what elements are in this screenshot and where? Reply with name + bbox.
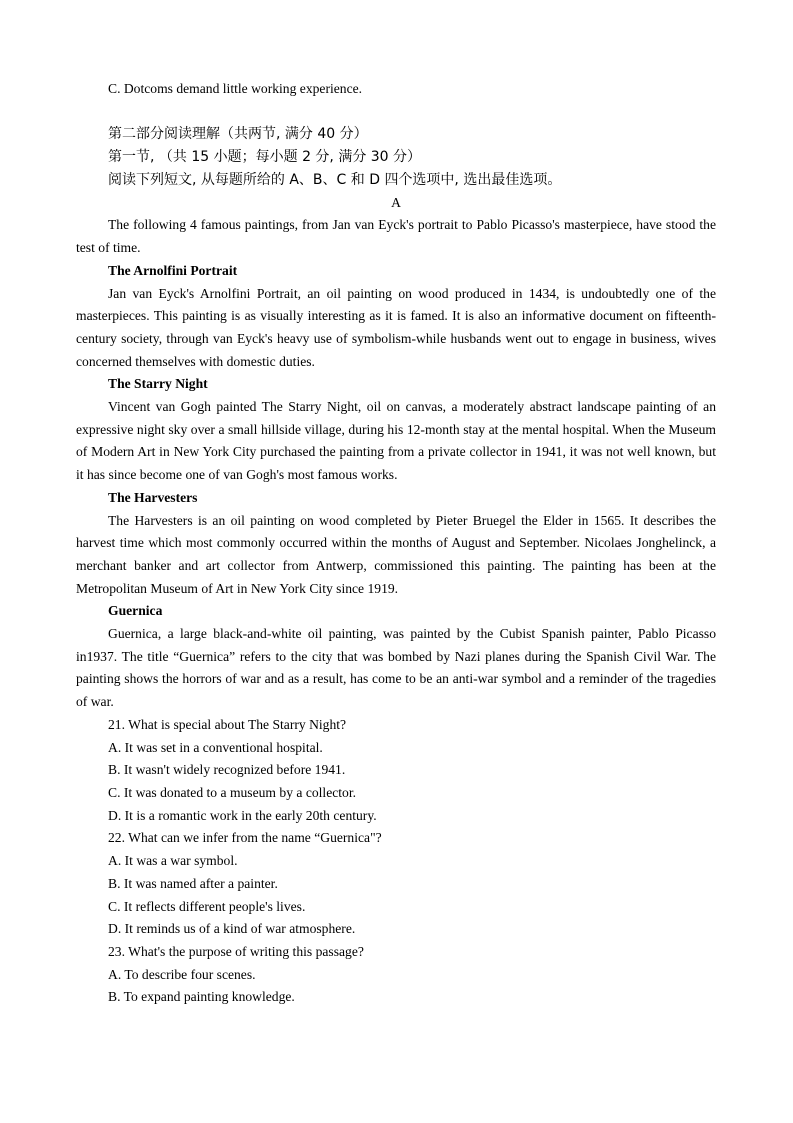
question-option: B. To expand painting knowledge. [108, 989, 295, 1005]
question-stem: 21. What is special about The Starry Night? [108, 716, 347, 732]
question-stem: 23. What's the purpose of writing this passage? [108, 943, 364, 959]
instructions: 阅读下列短文, 从每题所给的 A、B、C 和 D 四个选项中, 选出最佳选项。 [108, 171, 562, 188]
previous-question-option-c: C. Dotcoms demand little working experience. [108, 81, 363, 96]
question-option: B. It was named after a painter. [108, 875, 278, 891]
question-21 [76, 714, 716, 828]
question-option: D. It reminds us of a kind of war atmosphere. [108, 921, 356, 937]
painting-title-starry-night: The Starry Night [108, 376, 208, 392]
spacer [76, 101, 716, 123]
question-23 [76, 941, 716, 1009]
question-option: B. It wasn't widely recognized before 1941. [108, 762, 346, 778]
section-title: 第一节, （共 15 小题；每小题 2 分, 满分 30 分） [108, 148, 422, 165]
painting-text-starry-night: Vincent van Gogh painted The Starry Night, oil on canvas, a moderately abstract landscape painting of an expressive night sky over a small hillside village, during his 12-month stay at the mental hospital. When the Museum of Modern Art in New York City purchased the painting from a private collector in 1941, it was not well known, but it has since become one of van Gogh's most famous works. [76, 399, 716, 483]
question-option: A. It was set in a conventional hospital. [108, 739, 323, 755]
question-option: C. It reflects different people's lives. [108, 898, 306, 914]
painting-text-harvesters: The Harvesters is an oil painting on wood completed by Pieter Bruegel the Elder in 1565. It describes the harvest time which most commonly occurred within the months of August and September. Nicolaes Jonghelinck, a merchant banker and art collector from Antwerp, commissioned this painting. The painting has been at the Metropolitan Museum of Art in New York City since 1919. [76, 512, 716, 596]
question-stem: 22. What can we infer from the name “Guernica"? [108, 830, 382, 846]
question-22 [76, 827, 716, 941]
painting-title-guernica: Guernica [108, 603, 163, 619]
question-option: A. It was a war symbol. [108, 853, 238, 869]
painting-title-harvesters: The Harvesters [108, 489, 198, 505]
painting-title-arnolfini: The Arnolfini Portrait [108, 262, 238, 278]
painting-text-arnolfini: Jan van Eyck's Arnolfini Portrait, an oil painting on wood produced in 1434, is undoubtedly one of the masterpieces. This painting is as visually interesting as it is famed. It is also an informative document on fifteenth-century society, through van Eyck's heavy use of symbolism-while husbands went out to engage in business, wives concerned themselves with domestic duties. [76, 285, 716, 369]
question-option: D. It is a romantic work in the early 20th century. [108, 807, 377, 823]
passage-intro: The following 4 famous paintings, from Jan van Eyck's portrait to Pablo Picasso's masterpiece, have stood the test of time. [76, 217, 716, 256]
question-option: C. It was donated to a museum by a collector. [108, 784, 357, 800]
part-title: 第二部分阅读理解（共两节, 满分 40 分） [108, 125, 368, 142]
question-option: A. To describe four scenes. [108, 966, 256, 982]
passage-label: A [391, 194, 401, 210]
painting-text-guernica: Guernica, a large black-and-white oil painting, was painted by the Cubist Spanish painter, Pablo Picasso in1937. The title “Guernica” refers to the city that was bombed by Nazi planes during the Spanish Civil War. The painting shows the horrors of war and as a result, has come to be an anti-war symbol and a reminder of the tragedies of war. [76, 626, 716, 710]
document-page [76, 78, 716, 1009]
